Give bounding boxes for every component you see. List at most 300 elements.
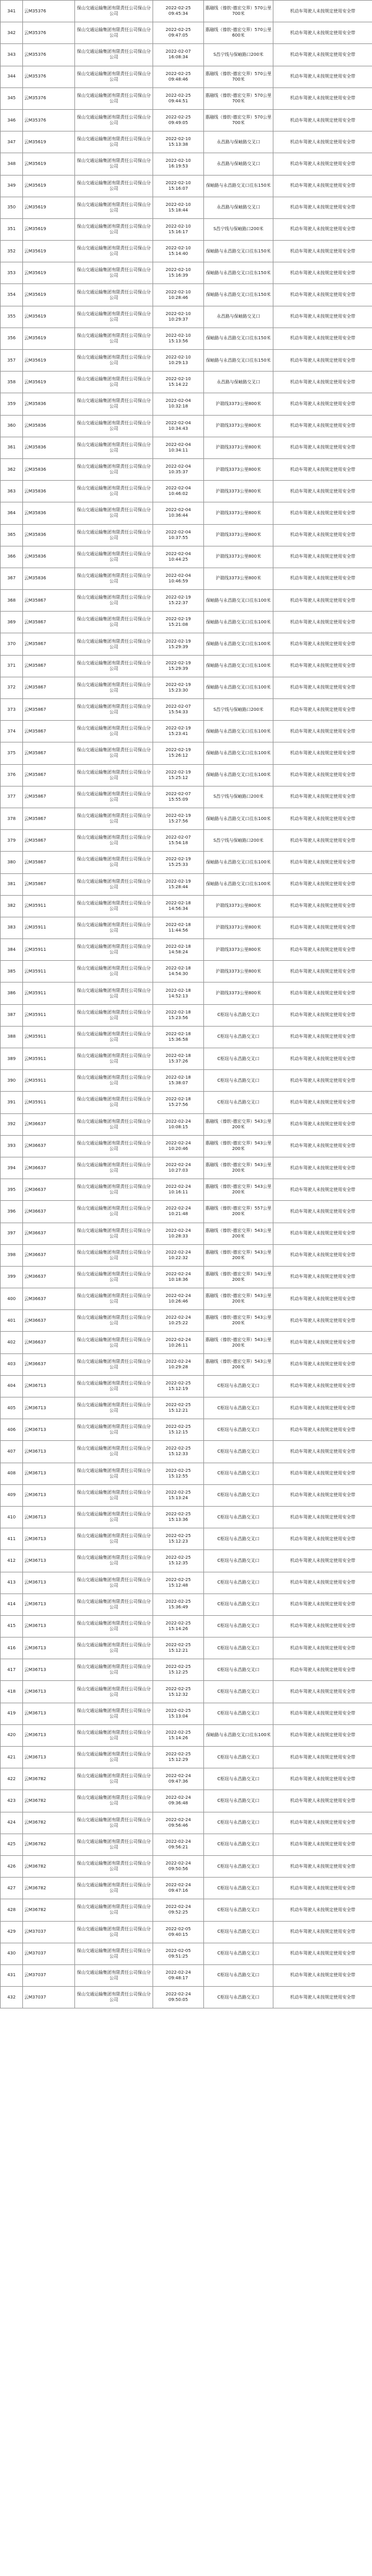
violation-type: 机动车驾驶人未按规定使用安全带 <box>273 1681 372 1703</box>
violation-location: 沪瑞线3373公里800米 <box>204 524 273 546</box>
plate-number: 云M35867 <box>23 655 75 677</box>
row-number: 418 <box>1 1681 23 1703</box>
violation-datetime: 2022-02-19 15:29:39 <box>153 655 204 677</box>
violation-type: 机动车驾驶人未按规定使用安全带 <box>273 1943 372 1964</box>
violation-location: 沪瑞线3373公里800米 <box>204 568 273 589</box>
violation-type: 机动车驾驶人未按规定使用安全带 <box>273 1201 372 1223</box>
violation-location: 永昌路与保岫路交叉口 <box>204 372 273 393</box>
row-number: 403 <box>1 1353 23 1375</box>
company-name: 保山交通运输集团有限责任公司保山分公司 <box>75 1921 153 1943</box>
table-row <box>1 1638 372 1659</box>
plate-number: 云M36637 <box>23 1244 75 1266</box>
plate-number: 云M35867 <box>23 699 75 721</box>
table-row <box>1 764 372 786</box>
violation-type: 机动车驾驶人未按规定使用安全带 <box>273 1135 372 1157</box>
company-name: 保山交通运输集团有限责任公司保山分公司 <box>75 1463 153 1484</box>
violation-datetime: 2022-02-25 15:12:35 <box>153 1550 204 1572</box>
violation-datetime: 2022-02-04 10:36:44 <box>153 502 204 524</box>
plate-number: 云M35911 <box>23 895 75 917</box>
row-number: 427 <box>1 1878 23 1899</box>
row-number: 396 <box>1 1201 23 1223</box>
violation-datetime: 2022-02-25 15:12:25 <box>153 1659 204 1681</box>
violation-type: 机动车驾驶人未按规定使用安全带 <box>273 197 372 218</box>
violation-datetime: 2022-02-24 10:16:11 <box>153 1179 204 1201</box>
violation-datetime: 2022-02-25 15:12:33 <box>153 1441 204 1463</box>
violation-type: 机动车驾驶人未按规定使用安全带 <box>273 873 372 895</box>
violation-type: 机动车驾驶人未按规定使用安全带 <box>273 1572 372 1593</box>
row-number: 391 <box>1 1092 23 1113</box>
plate-number: 云M36637 <box>23 1310 75 1332</box>
plate-number: 云M35619 <box>23 175 75 197</box>
violation-location: 沪瑞线3373公里800米 <box>204 546 273 568</box>
table-row <box>1 961 372 983</box>
row-number: 374 <box>1 721 23 742</box>
table-row <box>1 1179 372 1201</box>
company-name: 保山交通运输集团有限责任公司保山分公司 <box>75 830 153 852</box>
table-row <box>1 1484 372 1506</box>
violation-datetime: 2022-02-04 10:35:37 <box>153 458 204 480</box>
row-number: 379 <box>1 830 23 852</box>
company-name: 保山交通运输集团有限责任公司保山分公司 <box>75 1550 153 1572</box>
violation-datetime: 2022-02-18 14:52:13 <box>153 983 204 1004</box>
violation-datetime: 2022-02-07 15:54:18 <box>153 830 204 852</box>
table-row <box>1 786 372 808</box>
violation-location: C枢纽与永昌路交叉口 <box>204 1419 273 1441</box>
violation-type: 机动车驾驶人未按规定使用安全带 <box>273 175 372 197</box>
violation-datetime: 2022-02-24 09:47:16 <box>153 1878 204 1899</box>
violation-location: 保岫路与永昌路交叉口往东100米 <box>204 590 273 612</box>
plate-number: 云M36782 <box>23 1855 75 1877</box>
table-row <box>1 655 372 677</box>
plate-number: 云M35911 <box>23 1092 75 1113</box>
violation-datetime: 2022-02-25 09:48:46 <box>153 66 204 87</box>
violation-type: 机动车驾驶人未按规定使用安全带 <box>273 568 372 589</box>
violation-type: 机动车驾驶人未按规定使用安全带 <box>273 1703 372 1724</box>
plate-number: 云M35619 <box>23 241 75 262</box>
plate-number: 云M36713 <box>23 1593 75 1615</box>
company-name: 保山交通运输集团有限责任公司保山分公司 <box>75 1703 153 1724</box>
row-number: 413 <box>1 1572 23 1593</box>
row-number: 410 <box>1 1506 23 1528</box>
table-row <box>1 895 372 917</box>
company-name: 保山交通运输集团有限责任公司保山分公司 <box>75 372 153 393</box>
table-row <box>1 1790 372 1812</box>
row-number: 373 <box>1 699 23 721</box>
violation-datetime: 2022-02-19 15:28:44 <box>153 873 204 895</box>
plate-number: 云M36637 <box>23 1157 75 1179</box>
violation-location: 惠融线（傣软-德宏交界）543公里200米 <box>204 1310 273 1332</box>
plate-number: 云M36782 <box>23 1768 75 1790</box>
violation-type: 机动车驾驶人未按规定使用安全带 <box>273 241 372 262</box>
company-name: 保山交通运输集团有限责任公司保山分公司 <box>75 852 153 873</box>
row-number: 348 <box>1 153 23 175</box>
violation-datetime: 2022-02-25 15:14:26 <box>153 1615 204 1637</box>
violation-location: 惠融线（傣软-德宏交界）543公里200米 <box>204 1244 273 1266</box>
row-number: 422 <box>1 1768 23 1790</box>
violation-type: 机动车驾驶人未按规定使用安全带 <box>273 1 372 22</box>
violation-location: 保岫路与永昌路交叉口往东100米 <box>204 1724 273 1746</box>
row-number: 353 <box>1 262 23 284</box>
violation-location: 永昌路与保岫路交叉口 <box>204 306 273 328</box>
row-number: 428 <box>1 1899 23 1921</box>
row-number: 364 <box>1 502 23 524</box>
row-number: 383 <box>1 917 23 938</box>
company-name: 保山交通运输集团有限责任公司保山分公司 <box>75 1375 153 1397</box>
violation-type: 机动车驾驶人未按规定使用安全带 <box>273 1484 372 1506</box>
violation-location: C枢纽与永昌路交叉口 <box>204 1943 273 1964</box>
company-name: 保山交通运输集团有限责任公司保山分公司 <box>75 1659 153 1681</box>
plate-number: 云M35836 <box>23 437 75 458</box>
violation-datetime: 2022-02-24 10:20:46 <box>153 1135 204 1157</box>
violation-datetime: 2022-02-25 15:14:26 <box>153 1724 204 1746</box>
row-number: 360 <box>1 415 23 437</box>
violation-datetime: 2022-02-04 10:44:25 <box>153 546 204 568</box>
violation-location: 惠融线（傣软-德宏交界）570公里700米 <box>204 1 273 22</box>
table-row <box>1 218 372 240</box>
violation-location: C枢纽与永昌路交叉口 <box>204 1987 273 2008</box>
plate-number: 云M36637 <box>23 1223 75 1244</box>
row-number: 356 <box>1 328 23 349</box>
company-name: 保山交通运输集团有限责任公司保山分公司 <box>75 1179 153 1201</box>
row-number: 398 <box>1 1244 23 1266</box>
plate-number: 云M36637 <box>23 1332 75 1353</box>
violation-type: 机动车驾驶人未按规定使用安全带 <box>273 764 372 786</box>
violation-type: 机动车驾驶人未按规定使用安全带 <box>273 131 372 153</box>
violation-type: 机动车驾驶人未按规定使用安全带 <box>273 1899 372 1921</box>
table-row <box>1 1026 372 1048</box>
company-name: 保山交通运输集团有限责任公司保山分公司 <box>75 1812 153 1834</box>
violation-location: 沪瑞线3373公里800米 <box>204 415 273 437</box>
plate-number: 云M35836 <box>23 524 75 546</box>
table-row <box>1 1223 372 1244</box>
violation-location: C枢纽与永昌路交叉口 <box>204 1463 273 1484</box>
company-name: 保山交通运输集团有限责任公司保山分公司 <box>75 808 153 829</box>
violation-datetime: 2022-02-07 15:55:09 <box>153 786 204 808</box>
row-number: 384 <box>1 939 23 961</box>
violation-location: 惠融线（傣软-德宏交界）570公里600米 <box>204 22 273 44</box>
company-name: 保山交通运输集团有限责任公司保山分公司 <box>75 917 153 938</box>
plate-number: 云M36713 <box>23 1747 75 1768</box>
row-number: 429 <box>1 1921 23 1943</box>
row-number: 399 <box>1 1266 23 1288</box>
plate-number: 云M36713 <box>23 1659 75 1681</box>
plate-number: 云M35836 <box>23 393 75 415</box>
violation-datetime: 2022-02-19 15:25:33 <box>153 852 204 873</box>
table-row <box>1 1834 372 1855</box>
violation-location: C枢纽与永昌路交叉口 <box>204 1855 273 1877</box>
company-name: 保山交通运输集团有限责任公司保山分公司 <box>75 109 153 131</box>
violation-type: 机动车驾驶人未按规定使用安全带 <box>273 1332 372 1353</box>
violation-type: 机动车驾驶人未按规定使用安全带 <box>273 721 372 742</box>
table-row <box>1 633 372 655</box>
company-name: 保山交通运输集团有限责任公司保山分公司 <box>75 1026 153 1048</box>
violation-location: C枢纽与永昌路交叉口 <box>204 1397 273 1419</box>
violation-location: C枢纽与永昌路交叉口 <box>204 1375 273 1397</box>
violation-datetime: 2022-02-25 15:12:15 <box>153 1419 204 1441</box>
violation-type: 机动车驾驶人未按规定使用安全带 <box>273 742 372 764</box>
table-row <box>1 917 372 938</box>
plate-number: 云M35867 <box>23 633 75 655</box>
company-name: 保山交通运输集团有限责任公司保山分公司 <box>75 590 153 612</box>
row-number: 387 <box>1 1004 23 1026</box>
violation-location: C枢纽与永昌路交叉口 <box>204 1768 273 1790</box>
row-number: 347 <box>1 131 23 153</box>
company-name: 保山交通运输集团有限责任公司保山分公司 <box>75 633 153 655</box>
violation-location: 惠融线（傣软-德宏交界）543公里200米 <box>204 1288 273 1310</box>
row-number: 368 <box>1 590 23 612</box>
plate-number: 云M36713 <box>23 1463 75 1484</box>
row-number: 372 <box>1 677 23 698</box>
row-number: 361 <box>1 437 23 458</box>
plate-number: 云M36713 <box>23 1681 75 1703</box>
row-number: 420 <box>1 1724 23 1746</box>
violation-datetime: 2022-02-10 15:13:38 <box>153 131 204 153</box>
row-number: 342 <box>1 22 23 44</box>
violation-location: C枢纽与永昌路交叉口 <box>204 1878 273 1899</box>
violation-type: 机动车驾驶人未按规定使用安全带 <box>273 1375 372 1397</box>
violation-datetime: 2022-02-10 15:16:39 <box>153 262 204 284</box>
company-name: 保山交通运输集团有限责任公司保山分公司 <box>75 1615 153 1637</box>
row-number: 392 <box>1 1113 23 1135</box>
violation-location: 沪瑞线3373公里800米 <box>204 939 273 961</box>
plate-number: 云M36713 <box>23 1375 75 1397</box>
violation-datetime: 2022-02-24 09:47:36 <box>153 1768 204 1790</box>
company-name: 保山交通运输集团有限责任公司保山分公司 <box>75 524 153 546</box>
table-row <box>1 328 372 349</box>
company-name: 保山交通运输集团有限责任公司保山分公司 <box>75 87 153 109</box>
row-number: 370 <box>1 633 23 655</box>
plate-number: 云M35836 <box>23 458 75 480</box>
violation-type: 机动车驾驶人未按规定使用安全带 <box>273 153 372 175</box>
table-row <box>1 590 372 612</box>
table-row <box>1 153 372 175</box>
violation-location: C枢纽与永昌路交叉口 <box>204 1004 273 1026</box>
plate-number: 云M35867 <box>23 852 75 873</box>
row-number: 386 <box>1 983 23 1004</box>
violation-datetime: 2022-02-25 15:13:04 <box>153 1703 204 1724</box>
violation-datetime: 2022-02-25 15:12:32 <box>153 1681 204 1703</box>
plate-number: 云M36713 <box>23 1550 75 1572</box>
table-row <box>1 742 372 764</box>
violation-datetime: 2022-02-10 15:16:07 <box>153 175 204 197</box>
violation-location: C枢纽与永昌路交叉口 <box>204 1593 273 1615</box>
plate-number: 云M37037 <box>23 1964 75 1986</box>
row-number: 378 <box>1 808 23 829</box>
violation-datetime: 2022-02-25 09:44:51 <box>153 87 204 109</box>
plate-number: 云M36713 <box>23 1506 75 1528</box>
plate-number: 云M35619 <box>23 218 75 240</box>
violation-datetime: 2022-02-24 10:08:15 <box>153 1113 204 1135</box>
row-number: 354 <box>1 284 23 306</box>
violation-type: 机动车驾驶人未按规定使用安全带 <box>273 415 372 437</box>
company-name: 保山交通运输集团有限责任公司保山分公司 <box>75 1484 153 1506</box>
violation-location: 惠融线（傣软-德宏交界）557公里200米 <box>204 1201 273 1223</box>
company-name: 保山交通运输集团有限责任公司保山分公司 <box>75 1332 153 1353</box>
violation-datetime: 2022-02-18 15:36:58 <box>153 1026 204 1048</box>
violation-type: 机动车驾驶人未按规定使用安全带 <box>273 1441 372 1463</box>
row-number: 424 <box>1 1812 23 1834</box>
plate-number: 云M36782 <box>23 1834 75 1855</box>
violation-location: 永昌路与保岫路交叉口 <box>204 131 273 153</box>
company-name: 保山交通运输集团有限责任公司保山分公司 <box>75 437 153 458</box>
company-name: 保山交通运输集团有限责任公司保山分公司 <box>75 655 153 677</box>
plate-number: 云M36713 <box>23 1615 75 1637</box>
violation-datetime: 2022-02-24 09:48:17 <box>153 1964 204 1986</box>
table-row <box>1 131 372 153</box>
violation-datetime: 2022-02-04 10:32:18 <box>153 393 204 415</box>
violation-type: 机动车驾驶人未按规定使用安全带 <box>273 852 372 873</box>
company-name: 保山交通运输集团有限责任公司保山分公司 <box>75 1899 153 1921</box>
violation-location: C枢纽与永昌路交叉口 <box>204 1092 273 1113</box>
row-number: 419 <box>1 1703 23 1724</box>
row-number: 381 <box>1 873 23 895</box>
violation-datetime: 2022-02-19 15:26:12 <box>153 742 204 764</box>
row-number: 408 <box>1 1463 23 1484</box>
table-row <box>1 1048 372 1070</box>
violation-datetime: 2022-02-24 10:26:11 <box>153 1332 204 1353</box>
company-name: 保山交通运输集团有限责任公司保山分公司 <box>75 1747 153 1768</box>
plate-number: 云M36713 <box>23 1441 75 1463</box>
plate-number: 云M36637 <box>23 1266 75 1288</box>
plate-number: 云M36713 <box>23 1528 75 1550</box>
violation-type: 机动车驾驶人未按规定使用安全带 <box>273 1615 372 1637</box>
violation-type: 机动车驾驶人未按规定使用安全带 <box>273 1004 372 1026</box>
violation-datetime: 2022-02-24 09:50:56 <box>153 1855 204 1877</box>
table-row <box>1 197 372 218</box>
violation-datetime: 2022-02-18 14:56:34 <box>153 895 204 917</box>
table-row <box>1 1113 372 1135</box>
violation-location: C枢纽与永昌路交叉口 <box>204 1572 273 1593</box>
table-row <box>1 1878 372 1899</box>
table-row <box>1 1201 372 1223</box>
plate-number: 云M35867 <box>23 786 75 808</box>
violation-location: 惠融线（傣软-德宏交界）570公里700米 <box>204 66 273 87</box>
company-name: 保山交通运输集团有限责任公司保山分公司 <box>75 1397 153 1419</box>
plate-number: 云M36713 <box>23 1638 75 1659</box>
row-number: 376 <box>1 764 23 786</box>
violation-type: 机动车驾驶人未按规定使用安全带 <box>273 1987 372 2008</box>
company-name: 保山交通运输集团有限责任公司保山分公司 <box>75 1572 153 1593</box>
plate-number: 云M35867 <box>23 612 75 633</box>
table-row <box>1 502 372 524</box>
plate-number: 云M36713 <box>23 1703 75 1724</box>
violation-datetime: 2022-02-04 10:46:59 <box>153 568 204 589</box>
violation-datetime: 2022-02-25 15:12:21 <box>153 1638 204 1659</box>
plate-number: 云M35376 <box>23 1 75 22</box>
violation-type: 机动车驾驶人未按规定使用安全带 <box>273 1812 372 1834</box>
violation-location: 保岫路与永昌路交叉口往东100米 <box>204 852 273 873</box>
table-row <box>1 1768 372 1790</box>
violation-location: 保岫路与永昌路交叉口往东100米 <box>204 742 273 764</box>
table-row <box>1 1 372 22</box>
row-number: 402 <box>1 1332 23 1353</box>
violation-datetime: 2022-02-10 16:19:53 <box>153 153 204 175</box>
plate-number: 云M35836 <box>23 415 75 437</box>
violation-location: 保岫路与永昌路交叉口往东150米 <box>204 175 273 197</box>
table-row <box>1 1353 372 1375</box>
plate-number: 云M35376 <box>23 44 75 66</box>
violation-location: 保岫路与永昌路交叉口往东150米 <box>204 284 273 306</box>
violation-location: 沪瑞线3373公里800米 <box>204 917 273 938</box>
violation-location: 沪瑞线3373公里800米 <box>204 502 273 524</box>
table-row <box>1 1157 372 1179</box>
row-number: 395 <box>1 1179 23 1201</box>
violation-datetime: 2022-02-10 10:28:46 <box>153 284 204 306</box>
violation-location: S昌宁线与保岫路口200米 <box>204 699 273 721</box>
row-number: 345 <box>1 87 23 109</box>
violation-location: C枢纽与永昌路交叉口 <box>204 1026 273 1048</box>
company-name: 保山交通运输集团有限责任公司保山分公司 <box>75 502 153 524</box>
company-name: 保山交通运输集团有限责任公司保山分公司 <box>75 612 153 633</box>
company-name: 保山交通运输集团有限责任公司保山分公司 <box>75 197 153 218</box>
violation-datetime: 2022-02-04 10:34:43 <box>153 415 204 437</box>
violation-location: C枢纽与永昌路交叉口 <box>204 1790 273 1812</box>
plate-number: 云M35376 <box>23 109 75 131</box>
violation-datetime: 2022-02-19 15:25:12 <box>153 764 204 786</box>
row-number: 407 <box>1 1441 23 1463</box>
table-row <box>1 1244 372 1266</box>
table-row <box>1 66 372 87</box>
plate-number: 云M36637 <box>23 1179 75 1201</box>
row-number: 351 <box>1 218 23 240</box>
company-name: 保山交通运输集团有限责任公司保山分公司 <box>75 1528 153 1550</box>
company-name: 保山交通运输集团有限责任公司保山分公司 <box>75 22 153 44</box>
company-name: 保山交通运输集团有限责任公司保山分公司 <box>75 1092 153 1113</box>
violation-location: 保岫路与永昌路交叉口往东150米 <box>204 241 273 262</box>
plate-number: 云M35619 <box>23 350 75 372</box>
violation-type: 机动车驾驶人未按规定使用安全带 <box>273 1223 372 1244</box>
violation-location: 沪瑞线3373公里800米 <box>204 961 273 983</box>
row-number: 415 <box>1 1615 23 1637</box>
violation-type: 机动车驾驶人未按规定使用安全带 <box>273 1266 372 1288</box>
row-number: 349 <box>1 175 23 197</box>
row-number: 350 <box>1 197 23 218</box>
violation-location: 沪瑞线3373公里800米 <box>204 481 273 502</box>
row-number: 346 <box>1 109 23 131</box>
plate-number: 云M36782 <box>23 1878 75 1899</box>
violation-datetime: 2022-02-19 15:23:41 <box>153 721 204 742</box>
violation-location: 惠融线（傣软-德宏交界）543公里200米 <box>204 1113 273 1135</box>
company-name: 保山交通运输集团有限责任公司保山分公司 <box>75 961 153 983</box>
violation-location: 永昌路与保岫路交叉口 <box>204 197 273 218</box>
violation-location: C枢纽与永昌路交叉口 <box>204 1484 273 1506</box>
violation-datetime: 2022-02-25 15:13:24 <box>153 1484 204 1506</box>
plate-number: 云M35911 <box>23 1070 75 1092</box>
violation-datetime: 2022-02-24 10:18:36 <box>153 1266 204 1288</box>
violation-type: 机动车驾驶人未按规定使用安全带 <box>273 1113 372 1135</box>
violation-datetime: 2022-02-19 15:21:08 <box>153 612 204 633</box>
company-name: 保山交通运输集团有限责任公司保山分公司 <box>75 1266 153 1288</box>
company-name: 保山交通运输集团有限责任公司保山分公司 <box>75 1004 153 1026</box>
violation-datetime: 2022-02-04 10:34:11 <box>153 437 204 458</box>
violation-type: 机动车驾驶人未按规定使用安全带 <box>273 1026 372 1048</box>
row-number: 371 <box>1 655 23 677</box>
violation-location: 保岫路与永昌路交叉口往东100米 <box>204 677 273 698</box>
table-row <box>1 1135 372 1157</box>
violation-type: 机动车驾驶人未按规定使用安全带 <box>273 1593 372 1615</box>
plate-number: 云M36713 <box>23 1419 75 1441</box>
plate-number: 云M37037 <box>23 1987 75 2008</box>
row-number: 367 <box>1 568 23 589</box>
violation-datetime: 2022-02-10 10:29:13 <box>153 350 204 372</box>
violation-type: 机动车驾驶人未按规定使用安全带 <box>273 44 372 66</box>
violation-datetime: 2022-02-05 09:40:15 <box>153 1921 204 1943</box>
company-name: 保山交通运输集团有限责任公司保山分公司 <box>75 1113 153 1135</box>
violation-location: C枢纽与永昌路交叉口 <box>204 1834 273 1855</box>
violation-datetime: 2022-02-18 15:37:26 <box>153 1048 204 1070</box>
violation-type: 机动车驾驶人未按规定使用安全带 <box>273 437 372 458</box>
table-row <box>1 350 372 372</box>
